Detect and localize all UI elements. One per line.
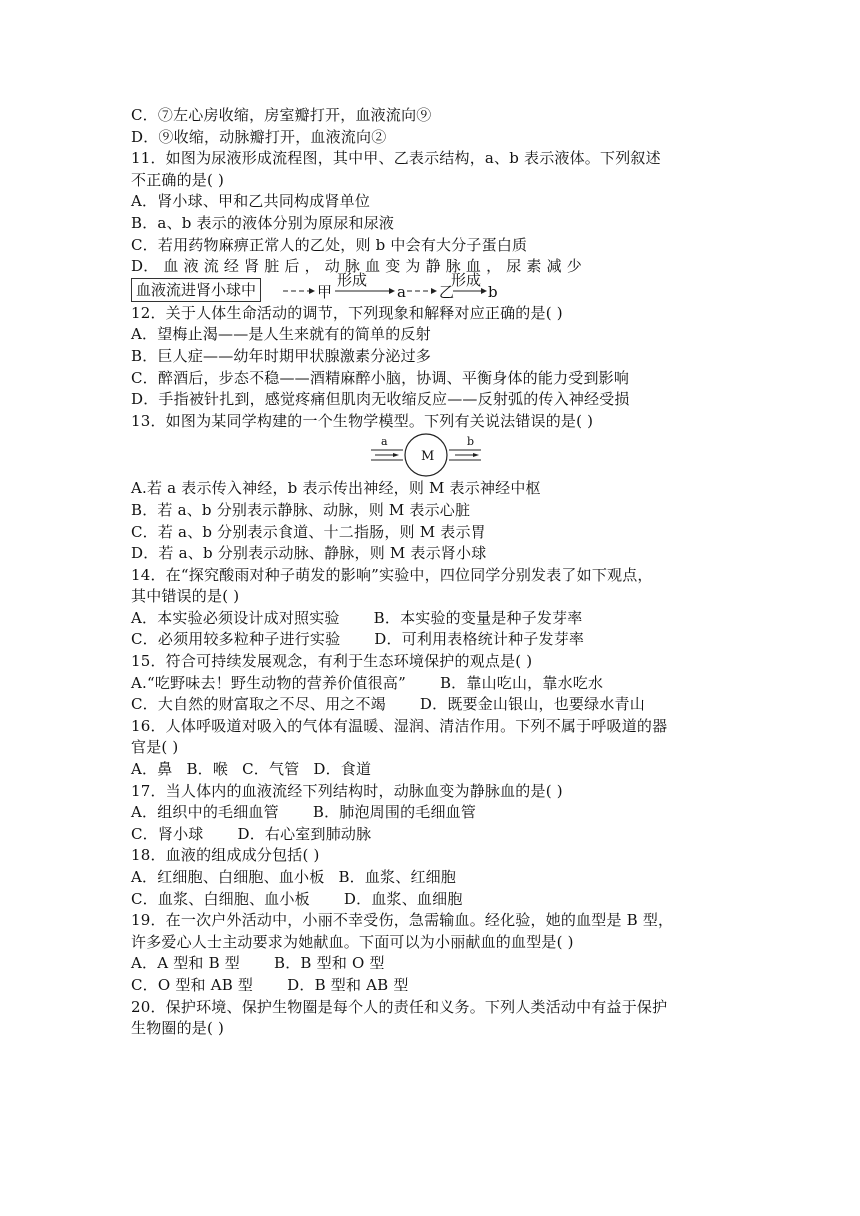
flow-b: b [488, 282, 498, 301]
option-a: A．肾小球、甲和乙共同构成肾单位 [131, 192, 371, 211]
option-row [131, 673, 731, 695]
option-row [131, 802, 731, 824]
option-b: B．a、b 表示的液体分别为原尿和尿液 [131, 213, 395, 232]
question-13-stem: 13．如图为某同学构建的一个生物学模型。下列有关说法错误的是( ) [131, 411, 594, 430]
option-b: B．肺泡周围的毛细血管 [312, 803, 477, 822]
flow-yi: 乙 [439, 282, 455, 301]
flow-start-box: 血液流进肾小球中 [131, 278, 261, 302]
question-17-stem: 17．当人体内的血液流经下列结构时，动脉血变为静脉血的是( ) [131, 781, 563, 800]
option-a: A．望梅止渴——是人生来就有的简单的反射 [131, 325, 431, 344]
option-d: D．血浆、血细胞 [343, 889, 463, 908]
option-d: D．若 a、b 分别表示动脉、静脉，则 M 表示肾小球 [131, 544, 487, 563]
option-c: C．醉酒后，步态不稳——酒精麻醉小脑，协调、平衡身体的能力受到影响 [131, 368, 630, 387]
option-a: A．鼻 [131, 760, 173, 779]
urine-flow-diagram [131, 270, 731, 303]
option-d: D．既要金山银山，也要绿水青山 [419, 695, 645, 714]
flow-form-1: 形成 [337, 270, 368, 289]
option-row [131, 608, 731, 630]
question-11-stem-cont: 不正确的是( ) [131, 170, 225, 189]
option-d: D．可利用表格统计种子发芽率 [374, 630, 585, 649]
option-b: B．巨人症——幼年时期甲状腺激素分泌过多 [131, 346, 432, 365]
option-c: C．气管 [242, 760, 300, 779]
option-row [131, 975, 731, 997]
option-row [131, 694, 731, 716]
model-diagram [131, 432, 731, 478]
option-a: A.若 a 表示传入神经，b 表示传出神经，则 M 表示神经中枢 [131, 479, 541, 498]
option-a: A．红细胞、白细胞、血小板 [131, 868, 325, 886]
question-12-stem: 12．关于人体生命活动的调节，下列现象和解释对应正确的是( ) [131, 303, 563, 322]
option-c: C．若 a、b 分别表示食道、十二指肠，则 M 表示胃 [131, 522, 486, 541]
question-18-stem: 18．血液的组成成分包括( ) [131, 846, 320, 865]
question-16-stem: 16．人体呼吸道对吸入的气体有温暖、湿润、清洁作用。下列不属于呼吸道的器 [131, 716, 668, 735]
question-14-stem-cont: 其中错误的是( ) [131, 587, 240, 606]
text-line: C．⑦左心房收缩，房室瓣打开，血液流向⑨ [131, 106, 432, 124]
option-c: C．肾小球 [131, 824, 204, 843]
question-11-stem: 11．如图为尿液形成流程图，其中甲、乙表示结构，a、b 表示液体。下列叙述 [131, 149, 661, 168]
option-b: B．血浆、红细胞 [338, 868, 457, 886]
option-row [131, 889, 731, 911]
option-row [131, 824, 731, 846]
option-row [131, 867, 731, 889]
option-c: C．O 型和 AB 型 [131, 975, 254, 994]
option-d: D．右心室到肺动脉 [237, 824, 372, 843]
option-b: B．靠山吃山，靠水吃水 [439, 673, 604, 692]
option-a: A．组织中的毛细血管 [131, 803, 279, 822]
model-label-m: M [421, 449, 435, 465]
option-b: B．本实验的变量是种子发芽率 [373, 608, 583, 627]
option-b: B．喉 [186, 760, 229, 779]
question-19-stem-cont: 许多爱心人士主动要求为她献血。下面可以为小丽献血的血型是( ) [131, 932, 574, 951]
option-d: D．B 型和 AB 型 [287, 975, 409, 994]
option-a: A.“吃野味去！野生动物的营养价值很高” [131, 673, 406, 692]
option-d: D． 血 液 流 经 肾 脏 后 ， 动 脉 血 变 为 静 脉 血 ， 尿 素 减 少 [131, 257, 582, 276]
question-15-stem: 15．符合可持续发展观念，有利于生态环境保护的观点是( ) [131, 652, 533, 671]
question-16-stem-cont: 官是( ) [131, 738, 179, 757]
document-page [131, 105, 731, 1040]
option-row [131, 953, 731, 975]
option-a: A．A 型和 B 型 [131, 954, 240, 973]
flow-form-2: 形成 [451, 270, 482, 289]
option-a: A．本实验必须设计成对照实验 [131, 608, 340, 627]
question-20-stem-cont: 生物圈的是( ) [131, 1019, 225, 1038]
model-svg [371, 432, 483, 478]
model-label-b: b [467, 435, 475, 449]
flow-a: a [397, 282, 406, 301]
option-c: C．必须用较多粒种子进行实验 [131, 630, 341, 649]
model-label-a: a [381, 435, 388, 449]
question-19-stem: 19．在一次户外活动中，小丽不幸受伤，急需输血。经化验，她的血型是 B 型， [131, 911, 674, 930]
option-b: B．若 a、b 分别表示静脉、动脉，则 M 表示心脏 [131, 500, 471, 519]
option-row [131, 629, 731, 651]
question-14-stem: 14．在“探究酸雨对种子萌发的影响”实验中，四位同学分别发表了如下观点， [131, 565, 653, 584]
option-d: D．手指被针扎到，感觉疼痛但肌肉无收缩反应——反射弧的传入神经受损 [131, 390, 630, 409]
option-b: B．B 型和 O 型 [274, 954, 385, 973]
question-20-stem: 20．保护环境、保护生物圈是每个人的责任和义务。下列人类活动中有益于保护 [131, 997, 668, 1016]
option-row [131, 759, 731, 781]
option-c: C．若用药物麻痹正常人的乙处，则 b 中会有大分子蛋白质 [131, 235, 528, 254]
flow-jia: 甲 [317, 282, 333, 301]
text-line: D．⑨收缩，动脉瓣打开，血液流向② [131, 127, 387, 146]
option-d: D．食道 [313, 760, 372, 779]
option-c: C．血浆、白细胞、血小板 [131, 889, 310, 908]
option-c: C．大自然的财富取之不尽、用之不竭 [131, 695, 386, 714]
